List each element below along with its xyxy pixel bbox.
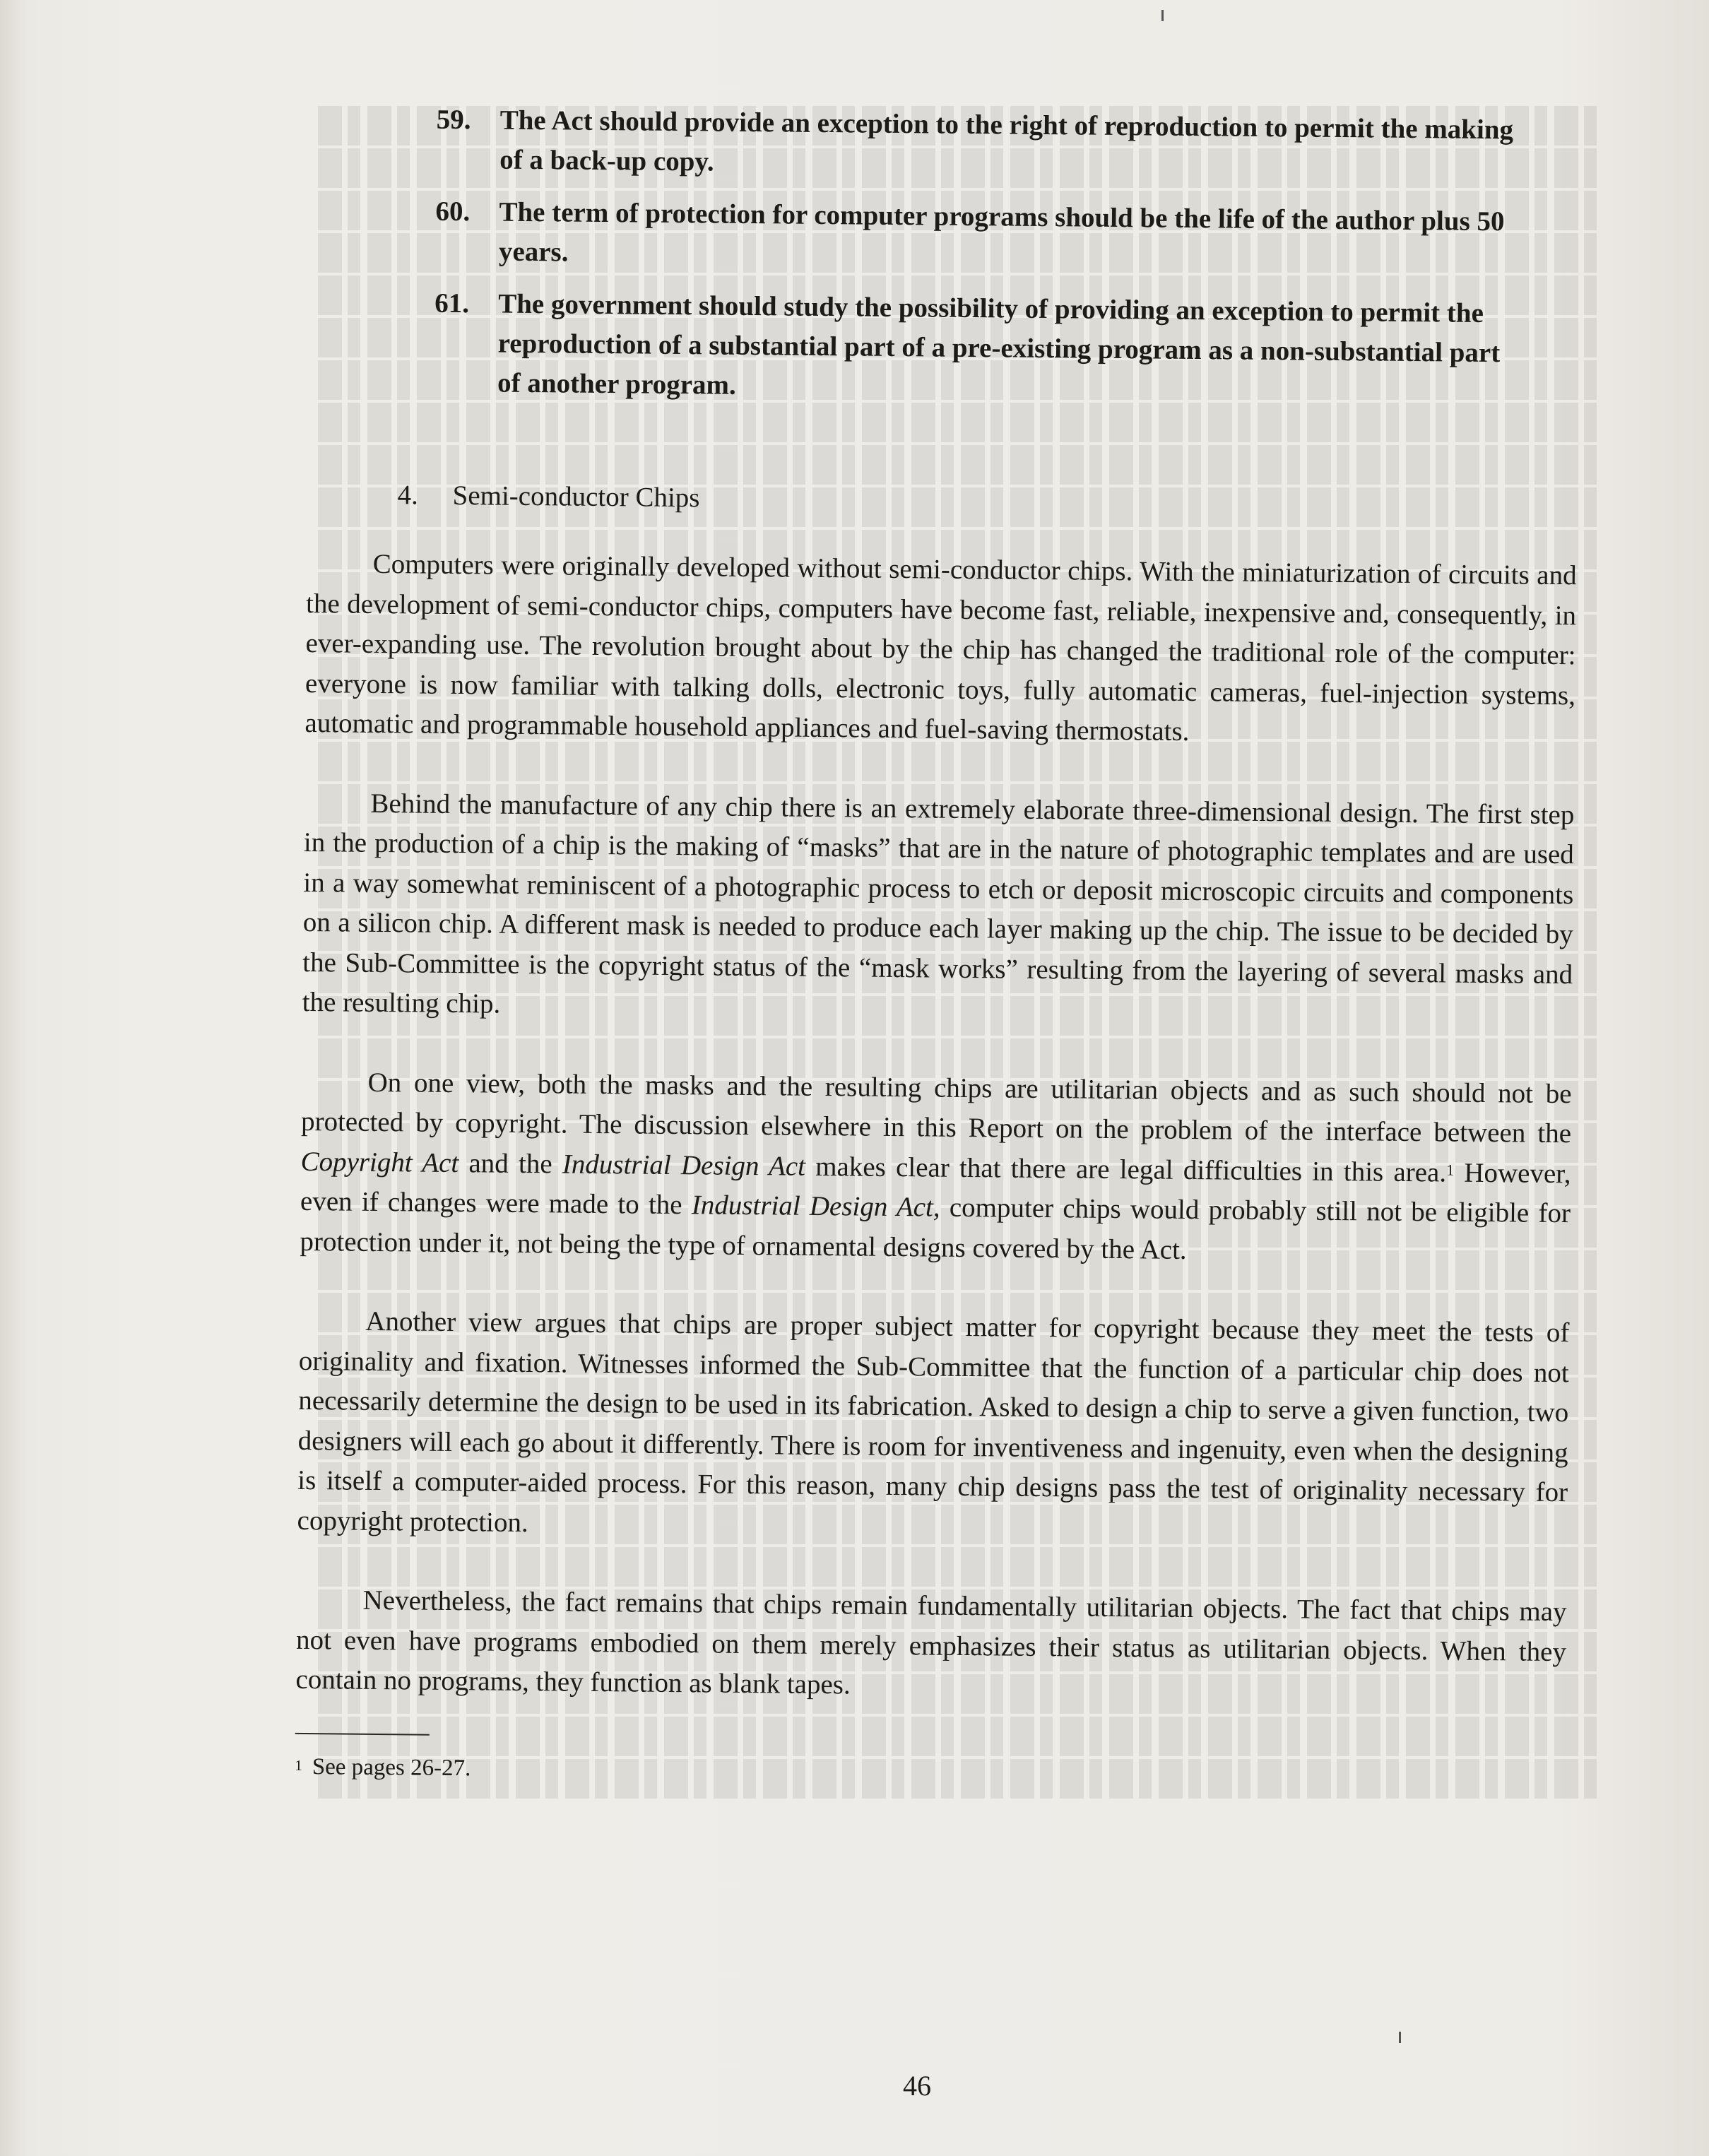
scan-mark: [1399, 2032, 1401, 2043]
paragraph-3-text: computer chips would probably still not be eligible for protection under it, not being the type of ornamental designs covered by the Act.: [300, 1192, 1571, 1265]
recommendation-61: [308, 283, 1595, 413]
section-heading: [307, 475, 1592, 526]
paragraph-4: Another view argues that chips are proper subject matter for copyright because they meet the tests of originality and fixation. Witnesses informed the Sub-Committee that the function of a particular chip does not necessarily determine the design to be used in its fabrication. Asked to design a chip to serve a given function, two designers will each go about it differently. There is room for inventiveness and ingenuity, even when the designing is itself a computer-aided process. For this reason, many chip designs pass the test of originality necessary for copyright protection.: [297, 1305, 1570, 1538]
paragraph-3-text: and the: [459, 1147, 563, 1179]
page-number: 46: [903, 2070, 931, 2102]
paragraph-3-text: makes clear that there are legal difficulties in this area.: [805, 1151, 1447, 1187]
footnote-divider: [295, 1732, 430, 1735]
paragraph-5: Nevertheless, the fact remains that chips remain fundamentally utilitarian objects. The fact that chips may not even have programs embodied on them merely emphasizes their status as utilitarian objects. When they contain no programs, they function as blank tapes.: [295, 1585, 1567, 1700]
industrial-design-act-title: Industrial Design Act,: [691, 1190, 940, 1223]
recommendation-number: 59.: [436, 104, 471, 136]
recommendation-number: 60.: [435, 196, 471, 227]
paragraph-3-text: On one view, both the masks and the resulting chips are utilitarian objects and as such should not be protected by copyright. The discussion elsewhere in this Report on the problem of the interface between the: [300, 1067, 1572, 1149]
footnote-marker: 1: [295, 1756, 302, 1774]
section-title: Semi-conductor Chips: [452, 480, 700, 514]
paragraph-2: Behind the manufacture of any chip there is an extremely elaborate three-dimensional design. The first step in the production of a chip is the making of “masks” that are in the nature of photographic templates and are used in a way somewhat reminiscent of a photographic process to etch or deposit microscopic circuits and components on a silicon chip. A different mask is needed to produce each layer making up the chip. The issue to be decided by the Sub-Committee is the copyright status of the “mask works” resulting from the layering of several masks and the resulting chip.: [302, 788, 1575, 1019]
footnote-text: See pages 26-27.: [312, 1753, 471, 1781]
paragraph-1: Computers were originally developed without semi-conductor chips. With the miniaturization of circuits and the development of semi-conductor chips, computers have become fast, reliable, inexpensive and, consequently, in ever-expanding use. The revolution brought about by the chip has changed the traditional role of the computer: everyone is now familiar with talking dolls, electronic toys, fully automatic cameras, fuel-injection systems, automatic and programmable household appliances and fuel-saving thermostats.: [304, 548, 1577, 747]
recommendation-text: The government should study the possibility of providing an exception to permit the reproduction of a substantial part of a pre-existing program as a non-substantial part of another program.: [497, 288, 1501, 401]
copyright-act-title: Copyright Act: [300, 1146, 459, 1178]
scan-mark: [1161, 10, 1164, 21]
section-number: 4.: [397, 480, 419, 511]
recommendation-text: The Act should provide an exception to the right of reproduction to permit the making of a back-up copy.: [499, 105, 1514, 177]
paragraph-3: [300, 1062, 1572, 1274]
recommendation-60: [309, 191, 1596, 282]
footnote-reference[interactable]: 1: [1446, 1160, 1455, 1179]
recommendation-59: [310, 99, 1597, 190]
industrial-design-act-title: Industrial Design Act: [562, 1148, 806, 1182]
page-content: [295, 99, 1597, 1794]
recommendation-text: The term of protection for computer programs should be the life of the author plus 50 years.: [498, 196, 1505, 268]
recommendation-number: 61.: [434, 288, 470, 319]
paragraph-3-text: However, even if changes were made to the: [300, 1157, 1571, 1221]
